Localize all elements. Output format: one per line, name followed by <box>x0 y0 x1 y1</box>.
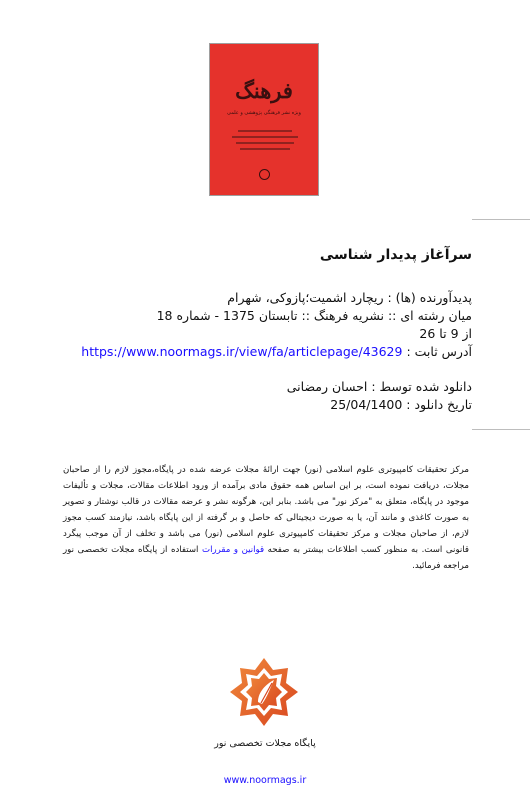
cover-text-line <box>236 142 294 144</box>
cover-text-line <box>240 148 290 150</box>
rules-link[interactable]: قوانین و مقررات <box>202 545 265 555</box>
divider-top <box>472 219 530 220</box>
divider-bottom <box>472 429 530 430</box>
downloaded-by: دانلود شده توسط : احسان رمضانی <box>286 379 472 394</box>
cover-title: فرهنگ <box>235 78 293 103</box>
cover-text-line <box>238 130 292 132</box>
journal-cover-image <box>209 43 319 196</box>
download-date: تاریخ دانلود : 25/04/1400 <box>330 397 472 412</box>
cover-text-line <box>232 136 298 138</box>
article-address-row <box>81 344 472 359</box>
article-address-link[interactable]: https://www.noormags.ir/view/fa/articlepage/43629 <box>81 344 403 359</box>
article-title: سرآغاز پدیدار شناسی <box>319 247 472 263</box>
article-source: میان رشته ای :: نشریه فرهنگ :: تابستان 1375 - شماره 18 <box>156 308 472 323</box>
cover-publisher-logo <box>259 169 270 180</box>
noormags-logo-icon <box>228 656 300 728</box>
copyright-notice <box>63 462 469 574</box>
cover-subtitle: ویژه نشر فرهنگی پژوهشی و علمی <box>227 110 301 116</box>
article-address-label: آدرس ثابت : <box>406 344 472 359</box>
article-authors: پدیدآورنده (ها) : ریچارد اشمیت؛پازوکی، شهرام <box>227 290 472 305</box>
footer-site-link[interactable]: www.noormags.ir <box>223 775 307 786</box>
article-pages: از 9 تا 26 <box>419 326 472 341</box>
notice-tail: استفاده از پایگاه مجلات تخصصی نور مراجعه فرمائید. <box>63 545 469 571</box>
notice-text: مرکز تحقیقات کامپیوتری علوم اسلامی (نور) جهت ارائهٔ مجلات عرضه شده در پایگاه،مجوز لازم را از صاحبان مجلات، دریافت نموده است، بر این اساس همه حقوق مادی برآمده از ورود اطلاعات مقالات، مجلات و تألیفات موجود در پایگاه، متعلق به "مرکز نور" می باشد. بنابر این، هرگونه نشر و عرضه مقالات در قالب نوشتار و تصویر به صورت کاغذی و مانند آن، یا به صورت دیجیتالی که حاصل و بر گرفته از این پایگاه باشد، نیازمند کسب مجوز لازم، از صاحبان مجلات و مرکز تحقیقات کامپیوتری علوم اسلامی (نور) می باشد و تخلف از آن موجب پیگرد قانونی است. به منظور کسب اطلاعات بیشتر به صفحه <box>63 465 469 555</box>
footer-site-name: پایگاه مجلات تخصصی نور <box>214 738 316 749</box>
